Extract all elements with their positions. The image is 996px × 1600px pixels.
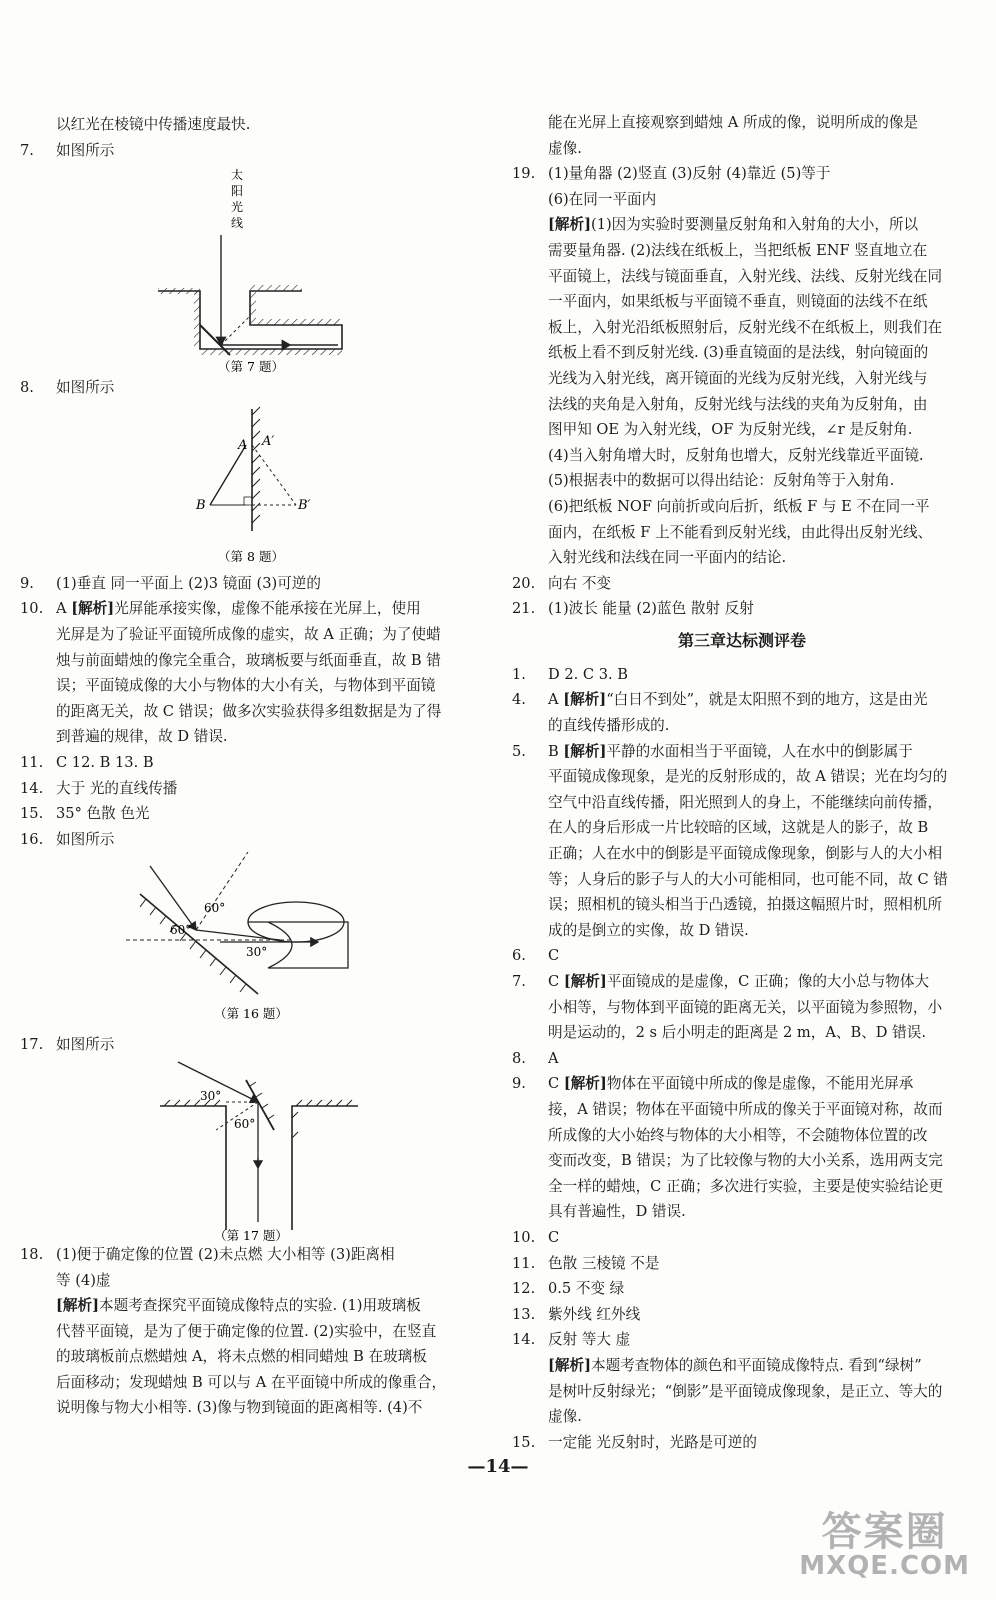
angle-label-2: 60° — [234, 1116, 256, 1131]
answer-19: 19. (1)量角器 (2)竖直 (3)反射 (4)靠近 (5)等于 — [512, 165, 831, 183]
figure-7-diagram — [20, 163, 482, 375]
right-column — [512, 110, 972, 1455]
watermark-domain: MXQE.COM — [799, 1551, 970, 1581]
answer-10: 10. A [解析]光屏能承接实像，虚像不能承接在光屏上，使用 — [20, 600, 421, 618]
test-answer-5-line: 误；照相机的镜头相当于凸透镜，拍摄这幅照片时，照相机所 — [548, 896, 943, 914]
figure-7-caption: （第 7 题） — [218, 359, 284, 375]
answer-18-line: 代替平面镜，是为了便于确定像的位置. (2)实验中，在竖直 — [56, 1322, 437, 1340]
test-answer-9-line: 所成像的大小始终与物体的大小相等，不会随物体位置的改 — [548, 1126, 928, 1144]
answer-8: 8. 如图所示 — [20, 379, 115, 397]
test-answer-9-line: 接，A 错误；物体在平面镜中所成的像关于平面镜对称，故而 — [548, 1100, 943, 1118]
answer-10-line: 烛与前面蜡烛的像完全重合，玻璃板要与纸面垂直，故 B 错 — [56, 651, 441, 669]
figure-17 — [20, 1058, 482, 1242]
test-answer-9-line: 具有普遍性，D 错误. — [548, 1203, 686, 1221]
test-answer-5-line: 空气中沿直线传播，阳光照到人的身上，不能继续向前传播， — [548, 793, 943, 811]
answer-21: 21. (1)波长 能量 (2)蓝色 散射 反射 — [512, 600, 754, 618]
answer-10-line: 误；平面镜成像的大小与物体的大小有关，与物体到平面镜 — [56, 677, 436, 695]
answer-14: 14. 大于 光的直线传播 — [20, 779, 178, 797]
answer-19-analysis: [解析](1)因为实验时要测量反射角和入射角的大小，所以 — [548, 216, 919, 234]
figure-8-caption: （第 8 题） — [218, 548, 284, 564]
answer-15: 15. 35° 色散 色光 — [20, 805, 150, 823]
answer-17: 17. 如图所示 — [20, 1036, 115, 1054]
test-answer-14-line: 是树叶反射绿光；“倒影”是平面镜成像现象，是正立、等大的 — [548, 1382, 943, 1400]
answer-18: 18. (1)便于确定像的位置 (2)未点燃 大小相等 (3)距离相 — [20, 1245, 395, 1263]
sun-label-4: 线 — [231, 216, 244, 231]
page-number: —14— — [467, 1456, 529, 1477]
answer-10-line: 到普遍的规律，故 D 错误. — [56, 728, 228, 746]
test-answer-13: 13. 紫外线 红外线 — [512, 1305, 641, 1323]
test-answer-11: 11. 色散 三棱镜 不是 — [512, 1254, 660, 1272]
figure-7 — [20, 163, 482, 375]
watermark — [799, 1500, 970, 1581]
test-answer-7-line: 小相等，与物体到平面镜的距离无关，以平面镜为参照物，小 — [548, 998, 943, 1016]
answer-19-line: 一平面内，如果纸板与平面镜不垂直，则镜面的法线不在纸 — [548, 293, 928, 311]
point-b: B — [196, 497, 206, 513]
watermark-cn: 答案圈 — [821, 1509, 948, 1555]
point-a: A — [238, 437, 248, 453]
answer-20: 20. 向右 不变 — [512, 574, 612, 592]
answer-11: 11. C 12. B 13. B — [20, 753, 154, 771]
test-answer-5: 5. B [解析]平静的水面相当于平面镜，人在水中的倒影属于 — [512, 742, 913, 760]
answer-16: 16. 如图所示 — [20, 830, 115, 848]
answer-9: 9. (1)垂直 同一平面上 (2)3 镜面 (3)可逆的 — [20, 574, 321, 592]
figure-8 — [20, 401, 482, 571]
sun-label-1: 太 — [231, 168, 244, 183]
test-answer-10: 10. C — [512, 1228, 560, 1246]
figure-17-diagram — [20, 1058, 482, 1242]
answer-10-line: 的距离无关，故 C 错误；做多次实验获得多组数据是为了得 — [56, 702, 442, 720]
test-answer-4-line: 的直线传播形成的. — [548, 717, 670, 735]
point-b-prime: B′ — [298, 497, 311, 513]
answer-19-line: (6)把纸板 NOF 向前折或向后折，纸板 F 与 E 不在同一平 — [548, 497, 930, 515]
test-answer-5-line: 正确；人在水中的倒影是平面镜成像现象，倒影与人的大小相 — [548, 845, 943, 863]
test-answer-1: 1. D 2. C 3. B — [512, 665, 628, 683]
test-answer-5-line: 平面镜成像现象，是光的反射形成的，故 A 错误；光在均匀的 — [548, 768, 948, 786]
test-answer-5-line: 等；人身后的影子与人的大小可能相同，也可能不同，故 C 错 — [548, 870, 948, 888]
point-a-prime: A′ — [262, 433, 275, 449]
answer-19-line: 平面镜上，法线与镜面垂直，入射光线、法线、反射光线在同 — [548, 267, 943, 285]
angle-label-3: 30° — [246, 945, 268, 960]
test-answer-6: 6. C — [512, 947, 560, 965]
answer-19-line: 需要量角器. (2)法线在纸板上，当把纸板 ENF 竖直地立在 — [548, 241, 928, 259]
figure-16-diagram — [20, 852, 482, 1032]
figure-16 — [20, 852, 482, 1032]
test-answer-4: 4. A [解析]“白日不到处”，就是太阳照不到的地方，这是由光 — [512, 691, 928, 709]
answer-19-line: (5)根据表中的数据可以得出结论：反射角等于入射角. — [548, 472, 895, 490]
answer-18-line: 说明像与物大小相等. (3)像与物到镜面的距离相等. (4)不 — [56, 1399, 423, 1417]
answer-19-line: (4)当入射角增大时，反射角也增大，反射光线靠近平面镜. — [548, 446, 924, 464]
answer-19-line: 纸板上看不到反射光线. (3)垂直镜面的是法线，射向镜面的 — [548, 344, 929, 362]
figure-8-diagram — [20, 401, 482, 571]
answer-18-line: 后面移动；发现蜡烛 B 可以与 A 在平面镜中所成的像重合， — [56, 1373, 447, 1391]
test-answer-7-line: 明是运动的，2 s 后小明走的距离是 2 m，A、B、D 错误. — [548, 1024, 926, 1042]
continued-line: 能在光屏上直接观察到蜡烛 A 所成的像，说明所成的像是 — [548, 114, 919, 131]
test-answer-5-line: 成的是倒立的实像，故 D 错误. — [548, 921, 749, 939]
test-answer-8: 8. A — [512, 1049, 559, 1067]
left-column — [20, 112, 482, 1421]
answer-18-line: 等 (4)虚 — [56, 1271, 111, 1289]
answer-19-line: 图甲知 OE 为入射光线，OF 为反射光线，∠r 是反射角. — [548, 421, 913, 439]
sun-label-2: 阳 — [231, 184, 244, 199]
figure-16-caption: （第 16 题） — [214, 1006, 288, 1022]
test-answer-14: 14. 反射 等大 虚 — [512, 1331, 631, 1349]
answer-7: 7. 如图所示 — [20, 141, 115, 159]
test-answer-14-line: 虚像. — [548, 1408, 582, 1426]
test-answer-15: 15. 一定能 光反射时，光路是可逆的 — [512, 1433, 757, 1451]
test-answer-9: 9. C [解析]物体在平面镜中所成的像是虚像，不能用光屏承 — [512, 1075, 914, 1093]
test-answer-7: 7. C [解析]平面镜成的是虚像，C 正确；像的大小总与物体大 — [512, 973, 930, 990]
test-answer-14-analysis: [解析]本题考查物体的颜色和平面镜成像特点. 看到“绿树” — [548, 1356, 922, 1374]
test-answer-12: 12. 0.5 不变 绿 — [512, 1280, 625, 1298]
test-answer-5-line: 在人的身后形成一片比较暗的区域，这就是人的影子，故 B — [548, 819, 929, 837]
test-answer-9-line: 变而改变，B 错误；为了比较像与物的大小关系，选用两支完 — [548, 1152, 943, 1170]
answer-19-line: 入射光线和法线在同一平面内的结论. — [548, 549, 787, 567]
answer-19-line: (6)在同一平面内 — [548, 190, 657, 208]
answer-18-line: 的玻璃板前点燃蜡烛 A，将未点燃的相同蜡烛 B 在玻璃板 — [56, 1348, 427, 1366]
answer-19-line: 板上，入射光沿纸板照射后，反射光线不在纸板上，则我们在 — [548, 318, 943, 336]
test-answer-9-line: 全一样的蜡烛，C 正确；多次进行实验，主要是使实验结论更 — [548, 1177, 944, 1195]
answer-19-line: 光线为入射光线，离开镜面的光线为反射光线，入射光线与 — [548, 369, 928, 387]
answer-19-line: 法线的夹角是入射角，反射光线与法线的夹角为反射角，由 — [548, 395, 928, 413]
answer-18-analysis: [解析]本题考查探究平面镜成像特点的实验. (1)用玻璃板 — [56, 1297, 421, 1315]
angle-label-1: 60° — [204, 901, 226, 916]
section-heading: 第三章达标测评卷 — [677, 630, 806, 650]
angle-label-1: 30° — [200, 1088, 222, 1103]
line-continued: 以红光在棱镜中传播速度最快. — [56, 116, 251, 133]
angle-label-2: 60° — [170, 923, 192, 938]
answer-19-line: 面内，在纸板 F 上不能看到反射光线，由此得出反射光线、 — [548, 523, 933, 541]
continued-line: 虚像. — [548, 139, 582, 157]
answer-10-line: 光屏是为了验证平面镜所成像的虚实，故 A 正确；为了使蜡 — [56, 625, 441, 643]
sun-label-3: 光 — [231, 200, 244, 215]
figure-17-caption: （第 17 题） — [214, 1227, 288, 1242]
